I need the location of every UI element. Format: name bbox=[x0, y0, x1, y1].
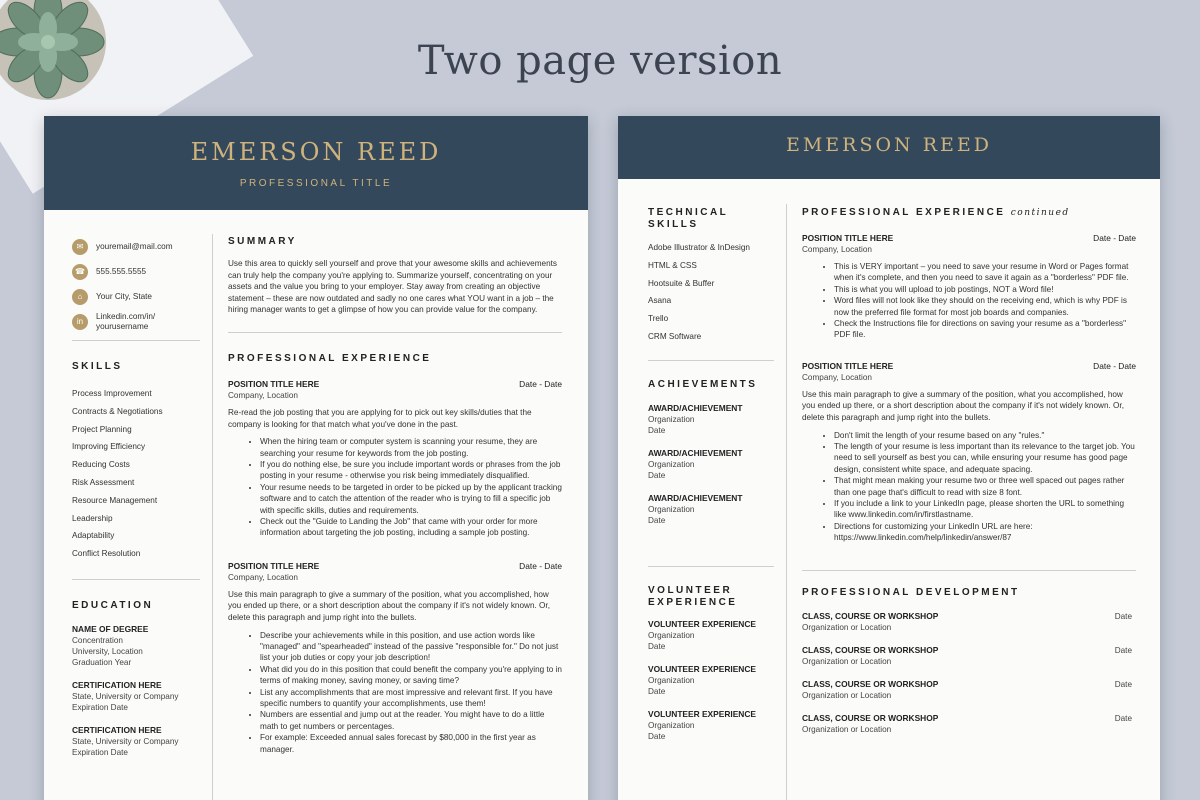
education-list bbox=[72, 624, 200, 758]
education-item bbox=[72, 680, 200, 713]
volunteer-item bbox=[648, 619, 774, 652]
job-header bbox=[802, 233, 1136, 244]
development-title: CLASS, COURSE OR WORKSHOP bbox=[802, 644, 939, 655]
development-date: Date bbox=[1114, 645, 1132, 655]
technical-skill-item: CRM Software bbox=[648, 331, 702, 341]
job-bullet: • For example: Exceeded annual sales forecast by $80,000 in the first year as manager. bbox=[260, 732, 562, 755]
volunteer-item-org: Organization bbox=[648, 675, 695, 685]
volunteer-item-org: Organization bbox=[648, 720, 695, 730]
contact-item bbox=[72, 234, 200, 259]
job-header bbox=[228, 561, 562, 572]
job-bullets bbox=[802, 430, 1136, 544]
experience-heading bbox=[802, 207, 1136, 219]
development-org: Organization or Location bbox=[802, 690, 892, 700]
left-column bbox=[72, 234, 200, 770]
divider bbox=[72, 579, 200, 580]
job-date: Date - Date bbox=[519, 560, 562, 571]
job-position: POSITION TITLE HERE bbox=[228, 560, 320, 571]
column-divider bbox=[786, 204, 787, 800]
achievement-item-org: Organization bbox=[648, 459, 695, 469]
experience-heading-text: PROFESSIONAL EXPERIENCE bbox=[802, 207, 1006, 218]
column-divider bbox=[212, 234, 213, 800]
volunteer-item bbox=[648, 709, 774, 742]
job-summary: Use this main paragraph to give a summary of the position, what you accomplished, how you ended up there, or a short description about the company if it's not widely known. Or, delete this paragraph and jump right into the bullets. bbox=[228, 589, 550, 622]
education-title: CERTIFICATION HERE bbox=[72, 724, 162, 735]
education-line: Expiration Date bbox=[72, 702, 128, 712]
skill-item: Process Improvement bbox=[72, 389, 152, 398]
achievement-item bbox=[648, 403, 774, 436]
technical-skill-item: Hootsuite & Buffer bbox=[648, 278, 715, 288]
job-date: Date - Date bbox=[1093, 360, 1136, 371]
professional-development-heading: PROFESSIONAL DEVELOPMENT bbox=[802, 586, 1020, 598]
contact-list bbox=[72, 234, 200, 334]
job-date: Date - Date bbox=[519, 378, 562, 389]
achievements-heading: ACHIEVEMENTS bbox=[648, 378, 758, 390]
job-bullet: • Don't limit the length of your resume based on any "rules." bbox=[834, 430, 1136, 441]
achievement-item-org: Organization bbox=[648, 504, 695, 514]
job-summary: Use this main paragraph to give a summary of the position, what you accomplished, how you ended up there, or a short description about the company if it's not widely known. Or, delete this paragraph and jump right into the bullets. bbox=[802, 389, 1124, 423]
job-entry bbox=[802, 233, 1136, 341]
summary-heading: SUMMARY bbox=[228, 236, 297, 247]
technical-skill-item: Adobe Illustrator & InDesign bbox=[648, 243, 750, 252]
technical-skill-item: Asana bbox=[648, 296, 672, 306]
achievement-item-date: Date bbox=[648, 515, 666, 525]
job-entry bbox=[802, 361, 1136, 544]
volunteer-item-date: Date bbox=[648, 641, 666, 651]
job-bullet: • Check out the "Guide to Landing the Job" that came with your order for more information about targeting the job posting, including a sample job posting. bbox=[260, 516, 562, 539]
skills-heading: SKILLS bbox=[72, 361, 123, 372]
development-header bbox=[802, 645, 1136, 656]
right-column bbox=[228, 234, 562, 777]
achievement-item-title: AWARD/ACHIEVEMENT bbox=[648, 492, 743, 503]
skill-item: Risk Assessment bbox=[72, 477, 135, 487]
skill-item: Resource Management bbox=[72, 495, 158, 505]
job-company: Company, Location bbox=[802, 245, 872, 254]
achievement-item-date: Date bbox=[648, 425, 666, 435]
job-bullet: • When the hiring team or computer system is scanning your resume, they are searching your resume for keywords from the job posting. bbox=[260, 436, 562, 459]
development-header bbox=[802, 611, 1136, 622]
development-item bbox=[802, 611, 1136, 633]
contact-text: Your City, State bbox=[96, 291, 152, 301]
job-header bbox=[228, 379, 562, 390]
volunteer-heading: VOLUNTEER EXPERIENCE bbox=[648, 584, 738, 608]
headline: Two page version bbox=[417, 38, 783, 84]
right-column bbox=[802, 207, 1136, 747]
divider bbox=[72, 340, 200, 341]
professional-development-list bbox=[802, 611, 1136, 735]
development-item bbox=[802, 713, 1136, 735]
name-banner bbox=[44, 116, 588, 210]
job-entry bbox=[228, 379, 562, 539]
achievements-list bbox=[648, 403, 774, 526]
development-date: Date bbox=[1114, 679, 1132, 689]
job-list bbox=[802, 233, 1136, 544]
education-line: Concentration bbox=[72, 635, 123, 645]
job-position: POSITION TITLE HERE bbox=[802, 360, 894, 371]
volunteer-item-title: VOLUNTEER EXPERIENCE bbox=[648, 708, 756, 719]
development-title: CLASS, COURSE OR WORKSHOP bbox=[802, 712, 939, 723]
phone-icon: ☎ bbox=[72, 264, 88, 280]
job-bullets bbox=[228, 436, 562, 539]
education-title: NAME OF DEGREE bbox=[72, 623, 149, 634]
development-date: Date bbox=[1114, 611, 1132, 621]
contact-item bbox=[72, 284, 200, 309]
education-line: Graduation Year bbox=[72, 657, 132, 667]
development-title: CLASS, COURSE OR WORKSHOP bbox=[802, 610, 939, 621]
job-bullet: • Word files will not look like they should on the receiving end, which is why PDF is now the preferred file format for most job boards and companies. bbox=[834, 295, 1136, 318]
job-bullet: • Describe your achievements while in this position, and use action words like "managed" and "spearheaded" instead of the passive "responsible for." Do not just list your job duties or copy your job description! bbox=[260, 630, 562, 664]
education-line: Expiration Date bbox=[72, 747, 128, 757]
contact-item bbox=[72, 259, 200, 284]
achievement-item-org: Organization bbox=[648, 414, 695, 424]
divider bbox=[648, 566, 774, 567]
continued-label: continued bbox=[1010, 208, 1070, 218]
education-item bbox=[72, 725, 200, 758]
volunteer-item-org: Organization bbox=[648, 630, 695, 640]
job-company: Company, Location bbox=[228, 572, 298, 582]
job-header bbox=[802, 361, 1136, 372]
skill-item: Contracts & Negotiations bbox=[72, 406, 163, 416]
candidate-name: EMERSON REED bbox=[190, 138, 442, 166]
education-heading: EDUCATION bbox=[72, 599, 154, 611]
job-company: Company, Location bbox=[228, 390, 298, 400]
development-date: Date bbox=[1114, 713, 1132, 723]
volunteer-item-date: Date bbox=[648, 731, 666, 741]
job-bullet: • If you do nothing else, be sure you include important words or phrases from the job posting in your resume - otherwise you risk being immediately disqualified. bbox=[260, 459, 562, 482]
contact-item bbox=[72, 309, 200, 334]
technical-skill-item: Trello bbox=[648, 314, 669, 324]
development-org: Organization or Location bbox=[802, 622, 892, 632]
skill-item: Leadership bbox=[72, 513, 113, 523]
job-bullet: • List any accomplishments that are most impressive and relevant first. If you have specific numbers to quantify your accomplishments, use them! bbox=[260, 687, 562, 710]
development-header bbox=[802, 679, 1136, 690]
summary-text: Use this area to quickly sell yourself and prove that your awesome skills and achievements can truly help the company you're applying to. Summarize yourself, concentrating on your assets and the value you bring to your employer. Stay away from creating an objective statement – these are now outdated and sadly no one cares what YOU want in a job – the hiring manager wants to get a glimpse of how you can provide value for the company. bbox=[228, 259, 558, 315]
technical-skills-list bbox=[648, 239, 774, 346]
volunteer-item-title: VOLUNTEER EXPERIENCE bbox=[648, 663, 756, 674]
development-item bbox=[802, 645, 1136, 667]
professional-title: PROFESSIONAL TITLE bbox=[239, 178, 393, 189]
job-bullet: • Your resume needs to be targeted in order to be picked up by the applicant tracking software and to catch the attention of the reader who is trying to fill a specific job with specific skills, duties and requirements. bbox=[260, 482, 562, 516]
divider bbox=[228, 332, 562, 333]
achievement-item-title: AWARD/ACHIEVEMENT bbox=[648, 402, 743, 413]
divider bbox=[802, 570, 1136, 571]
development-title: CLASS, COURSE OR WORKSHOP bbox=[802, 678, 939, 689]
volunteer-item-date: Date bbox=[648, 686, 666, 696]
education-item bbox=[72, 624, 200, 668]
job-bullet: • The length of your resume is less important than its relevance to the target job. You need to sell yourself as best you can, while ensuring your resume has good page design, consistent white space, and adequate spacing. bbox=[834, 441, 1136, 475]
volunteer-list bbox=[648, 619, 774, 742]
job-bullet: • What did you do in this position that could benefit the company you're applying to in terms of making money, saving money, or saving time? bbox=[260, 664, 562, 687]
job-bullet: • That might mean making your resume two or three well spaced out pages rather than one page that's difficult to read with size 8 font. bbox=[834, 475, 1136, 498]
job-bullets bbox=[802, 261, 1136, 341]
left-column bbox=[648, 207, 774, 754]
education-line: University, Location bbox=[72, 646, 143, 656]
technical-skills-heading: TECHNICAL SKILLS bbox=[648, 207, 729, 230]
home-icon: ⌂ bbox=[72, 289, 88, 305]
contact-text: youremail@mail.com bbox=[96, 241, 173, 251]
job-position: POSITION TITLE HERE bbox=[802, 233, 894, 243]
technical-skill-item: HTML & CSS bbox=[648, 260, 697, 270]
education-line: State, University or Company bbox=[72, 691, 179, 701]
development-item bbox=[802, 679, 1136, 701]
job-position: POSITION TITLE HERE bbox=[228, 378, 320, 389]
achievement-item-title: AWARD/ACHIEVEMENT bbox=[648, 447, 743, 458]
candidate-name: EMERSON REED bbox=[785, 134, 993, 156]
development-header bbox=[802, 713, 1136, 724]
job-bullets bbox=[228, 630, 562, 755]
education-line: State, University or Company bbox=[72, 736, 179, 746]
job-bullet: • If you include a link to your LinkedIn page, please shorten the URL to something like www.linkedin.com/in/firstlastname. bbox=[834, 498, 1136, 521]
volunteer-item bbox=[648, 664, 774, 697]
linkedin-icon: in bbox=[72, 314, 88, 330]
skill-item: Reducing Costs bbox=[72, 460, 130, 470]
development-org: Organization or Location bbox=[802, 656, 892, 666]
job-bullet: • This is what you will upload to job postings, NOT a Word file! bbox=[834, 284, 1136, 295]
job-summary: Re-read the job posting that you are applying for to pick out key skills/duties that the company is looking for that match what you've done in the past. bbox=[228, 407, 532, 429]
volunteer-item-title: VOLUNTEER EXPERIENCE bbox=[648, 618, 756, 629]
achievement-item-date: Date bbox=[648, 470, 666, 480]
job-list bbox=[228, 379, 562, 755]
achievement-item bbox=[648, 493, 774, 526]
email-icon: ✉ bbox=[72, 239, 88, 255]
resume-page-2 bbox=[618, 116, 1160, 800]
contact-text: 555.555.5555 bbox=[96, 266, 147, 276]
job-company: Company, Location bbox=[802, 372, 872, 382]
skill-item: Project Planning bbox=[72, 424, 132, 434]
skill-item: Conflict Resolution bbox=[72, 549, 141, 559]
skills-list bbox=[72, 385, 200, 563]
achievement-item bbox=[648, 448, 774, 481]
education-title: CERTIFICATION HERE bbox=[72, 679, 162, 690]
skill-item: Adaptability bbox=[72, 531, 115, 541]
resume-page-1 bbox=[44, 116, 588, 800]
skill-item: Improving Efficiency bbox=[72, 442, 146, 452]
job-bullet: • This is VERY important – you need to save your resume in Word or Pages format when it's complete, and then you need to save it again as a "borderless" PDF file. bbox=[834, 261, 1136, 284]
development-org: Organization or Location bbox=[802, 724, 892, 734]
job-entry bbox=[228, 561, 562, 755]
name-banner bbox=[618, 116, 1160, 179]
experience-heading: PROFESSIONAL EXPERIENCE bbox=[228, 352, 432, 364]
job-bullet: • Directions for customizing your LinkedIn URL are here: https://www.linkedin.com/help/linkedin/answer/87 bbox=[834, 521, 1136, 544]
job-date: Date - Date bbox=[1093, 233, 1136, 243]
contact-text: Linkedin.com/in/ yourusername bbox=[96, 311, 156, 331]
job-bullet: • Numbers are essential and jump out at the reader. You might have to do a little math to get numbers or percentages. bbox=[260, 709, 562, 732]
divider bbox=[648, 360, 774, 361]
job-bullet: • Check the Instructions file for directions on saving your resume as a "borderless" PDF file. bbox=[834, 318, 1136, 341]
